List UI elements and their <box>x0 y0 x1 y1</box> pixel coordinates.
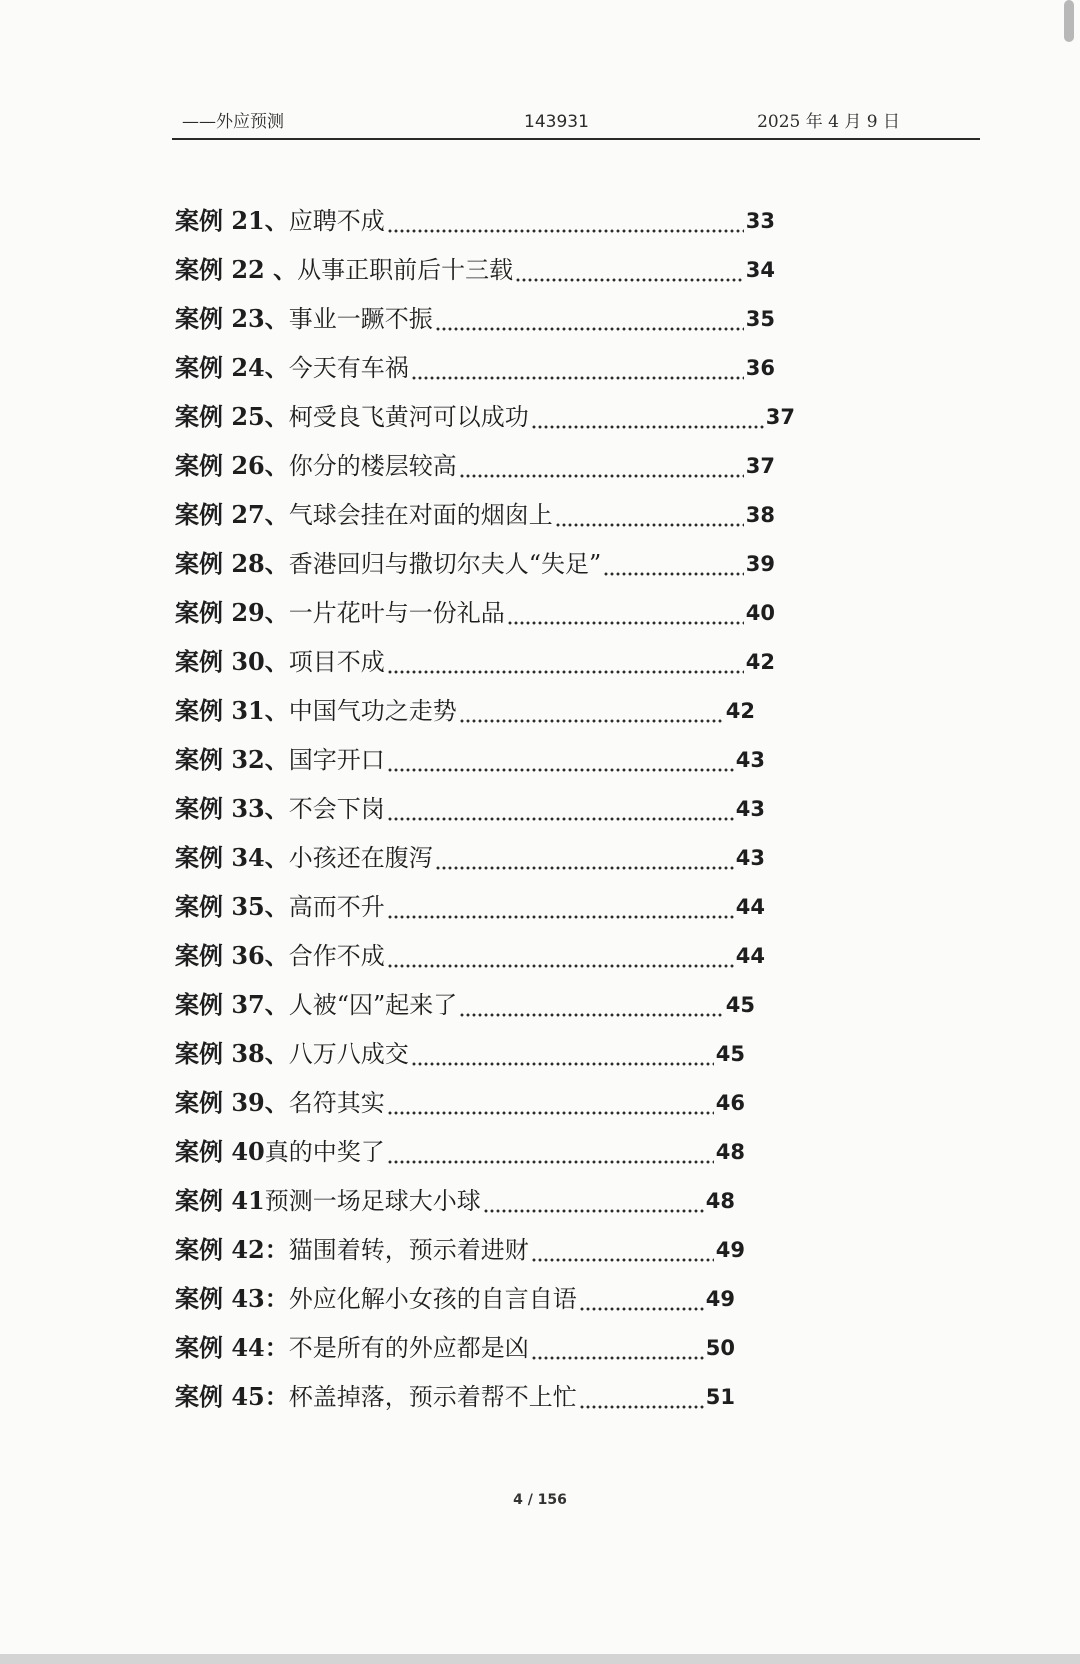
toc-dot-leader <box>387 745 734 775</box>
toc-entry-number: 案例 23、 <box>175 303 289 333</box>
toc-entry-title: 合作不成 <box>288 941 385 970</box>
toc-entry[interactable] <box>175 735 765 784</box>
toc-entry-number: 案例 44： <box>175 1332 289 1362</box>
toc-entry-title: 应聘不成 <box>288 206 385 235</box>
toc-entry-number: 案例 33、 <box>175 793 289 823</box>
toc-entry-title: 不会下岗 <box>288 794 385 823</box>
toc-dot-leader <box>459 451 744 481</box>
toc-entry[interactable] <box>175 637 775 686</box>
toc-entry-title: 杯盖掉落，预示着帮不上忙 <box>288 1382 577 1411</box>
toc-entry[interactable] <box>175 441 775 490</box>
toc-dot-leader <box>387 892 734 922</box>
toc-entry-page: 44 <box>735 894 765 919</box>
toc-entry-title: 事业一蹶不振 <box>288 304 433 333</box>
toc-dot-leader <box>411 1039 714 1069</box>
toc-entry[interactable] <box>175 1372 735 1421</box>
toc-entry[interactable] <box>175 980 755 1029</box>
toc-entry-number: 案例 42： <box>175 1234 289 1264</box>
toc-entry-number: 案例 35、 <box>175 891 289 921</box>
toc-entry-title: 名符其实 <box>288 1088 385 1117</box>
toc-entry-title: 今天有车祸 <box>288 353 409 382</box>
toc-entry-number: 案例 22 、 <box>175 254 298 284</box>
toc-dot-leader <box>387 794 734 824</box>
toc-dot-leader <box>579 1382 704 1412</box>
toc-entry[interactable] <box>175 1127 745 1176</box>
toc-entry-page: 42 <box>745 649 775 674</box>
toc-entry-title: 猫围着转，预示着进财 <box>288 1235 529 1264</box>
toc-entry[interactable] <box>175 1225 745 1274</box>
toc-entry-title: 预测一场足球大小球 <box>264 1186 481 1215</box>
toc-entry[interactable] <box>175 1078 745 1127</box>
toc-entry-number: 案例 27、 <box>175 499 289 529</box>
toc-entry-number: 案例 28、 <box>175 548 289 578</box>
toc-entry[interactable] <box>175 931 765 980</box>
toc-entry-title: 一片花叶与一份礼品 <box>288 598 505 627</box>
toc-dot-leader <box>435 843 734 873</box>
toc-entry-title: 国字开口 <box>288 745 385 774</box>
toc-dot-leader <box>387 1088 714 1118</box>
toc-dot-leader <box>531 1235 714 1265</box>
toc-entry[interactable] <box>175 392 795 441</box>
toc-dot-leader <box>531 402 764 432</box>
header-title: ——外应预测 <box>182 112 284 132</box>
toc-dot-leader <box>387 206 744 236</box>
toc-entry-number: 案例 26、 <box>175 450 289 480</box>
toc-entry[interactable] <box>175 686 755 735</box>
toc-entry-title: 八万八成交 <box>288 1039 409 1068</box>
toc-entry-page: 38 <box>745 502 775 527</box>
page-header <box>172 104 980 140</box>
toc-dot-leader <box>531 1333 704 1363</box>
toc-entry[interactable] <box>175 245 775 294</box>
toc-entry-page: 43 <box>735 845 765 870</box>
header-date: 2025 年 4 月 9 日 <box>757 112 900 132</box>
toc-entry-page: 45 <box>725 992 755 1017</box>
toc-entry-page: 48 <box>705 1188 735 1213</box>
toc-entry[interactable] <box>175 588 775 637</box>
toc-entry-number: 案例 24、 <box>175 352 289 382</box>
toc-entry[interactable] <box>175 294 775 343</box>
toc-entry-title: 你分的楼层较高 <box>288 451 457 480</box>
toc-entry[interactable] <box>175 196 775 245</box>
toc-entry-title: 柯受良飞黄河可以成功 <box>288 402 529 431</box>
toc-entry-title: 项目不成 <box>288 647 385 676</box>
toc-entry-page: 50 <box>705 1335 735 1360</box>
toc-entry-number: 案例 36、 <box>175 940 289 970</box>
toc-entry-title: 人被“囚”起来了 <box>288 990 458 1019</box>
toc-entry[interactable] <box>175 1029 745 1078</box>
toc-entry-number: 案例 45： <box>175 1381 289 1411</box>
toc-entry[interactable] <box>175 490 775 539</box>
toc-entry-number: 案例 29、 <box>175 597 289 627</box>
toc-entry-page: 37 <box>765 404 795 429</box>
table-of-contents <box>175 196 855 1421</box>
toc-entry-number: 案例 39、 <box>175 1087 289 1117</box>
toc-entry-title: 小孩还在腹泻 <box>288 843 433 872</box>
toc-entry-number: 案例 25、 <box>175 401 289 431</box>
toc-dot-leader <box>555 500 744 530</box>
toc-entry-number: 案例 43： <box>175 1283 289 1313</box>
toc-entry-title: 香港回归与撒切尔夫人“失足” <box>288 549 602 578</box>
toc-entry-title: 不是所有的外应都是凶 <box>288 1333 529 1362</box>
toc-entry-page: 49 <box>715 1237 745 1262</box>
toc-entry-page: 33 <box>745 208 775 233</box>
toc-dot-leader <box>387 647 744 677</box>
toc-entry[interactable] <box>175 343 775 392</box>
toc-dot-leader <box>459 696 724 726</box>
toc-entry-title: 中国气功之走势 <box>288 696 457 725</box>
toc-entry-page: 42 <box>725 698 755 723</box>
toc-entry-page: 35 <box>745 306 775 331</box>
toc-dot-leader <box>435 304 744 334</box>
toc-entry-title: 真的中奖了 <box>264 1137 385 1166</box>
toc-entry-number: 案例 40 <box>175 1136 265 1166</box>
toc-entry-title: 外应化解小女孩的自言自语 <box>288 1284 577 1313</box>
toc-entry-title: 高而不升 <box>288 892 385 921</box>
toc-entry-page: 40 <box>745 600 775 625</box>
page-indicator: 4 / 156 <box>513 1492 567 1508</box>
toc-entry-page: 36 <box>745 355 775 380</box>
toc-dot-leader <box>459 990 723 1020</box>
header-id: 143931 <box>524 112 589 132</box>
toc-entry-title: 从事正职前后十三载 <box>297 255 514 284</box>
scrollbar-thumb[interactable] <box>1064 0 1074 42</box>
toc-entry-page: 44 <box>735 943 765 968</box>
toc-entry-number: 案例 34、 <box>175 842 289 872</box>
toc-entry-number: 案例 21、 <box>175 205 289 235</box>
toc-entry-number: 案例 37、 <box>175 989 289 1019</box>
toc-entry[interactable] <box>175 784 765 833</box>
toc-dot-leader <box>483 1186 704 1216</box>
toc-entry[interactable] <box>175 1176 735 1225</box>
toc-entry-page: 43 <box>735 796 765 821</box>
toc-entry-page: 34 <box>745 257 775 282</box>
toc-entry-page: 49 <box>705 1286 735 1311</box>
toc-entry[interactable] <box>175 882 765 931</box>
toc-entry-number: 案例 31、 <box>175 695 289 725</box>
toc-entry-page: 39 <box>745 551 775 576</box>
toc-dot-leader <box>603 549 743 579</box>
toc-dot-leader <box>387 941 734 971</box>
toc-dot-leader <box>579 1284 704 1314</box>
toc-entry-number: 案例 41 <box>175 1185 265 1215</box>
toc-entry-page: 43 <box>735 747 765 772</box>
toc-entry-number: 案例 32、 <box>175 744 289 774</box>
toc-dot-leader <box>507 598 744 628</box>
toc-entry[interactable] <box>175 833 765 882</box>
toc-entry-page: 48 <box>715 1139 745 1164</box>
toc-entry-page: 37 <box>745 453 775 478</box>
toc-dot-leader <box>515 255 744 285</box>
toc-entry[interactable] <box>175 1323 735 1372</box>
toc-dot-leader <box>387 1137 714 1167</box>
toc-entry-number: 案例 30、 <box>175 646 289 676</box>
toc-entry[interactable] <box>175 1274 735 1323</box>
toc-entry-page: 46 <box>715 1090 745 1115</box>
toc-entry[interactable] <box>175 539 775 588</box>
bottom-strip <box>0 1654 1080 1664</box>
toc-entry-page: 51 <box>705 1384 735 1409</box>
toc-entry-page: 45 <box>715 1041 745 1066</box>
toc-entry-number: 案例 38、 <box>175 1038 289 1068</box>
toc-dot-leader <box>411 353 744 383</box>
toc-entry-title: 气球会挂在对面的烟囱上 <box>288 500 553 529</box>
